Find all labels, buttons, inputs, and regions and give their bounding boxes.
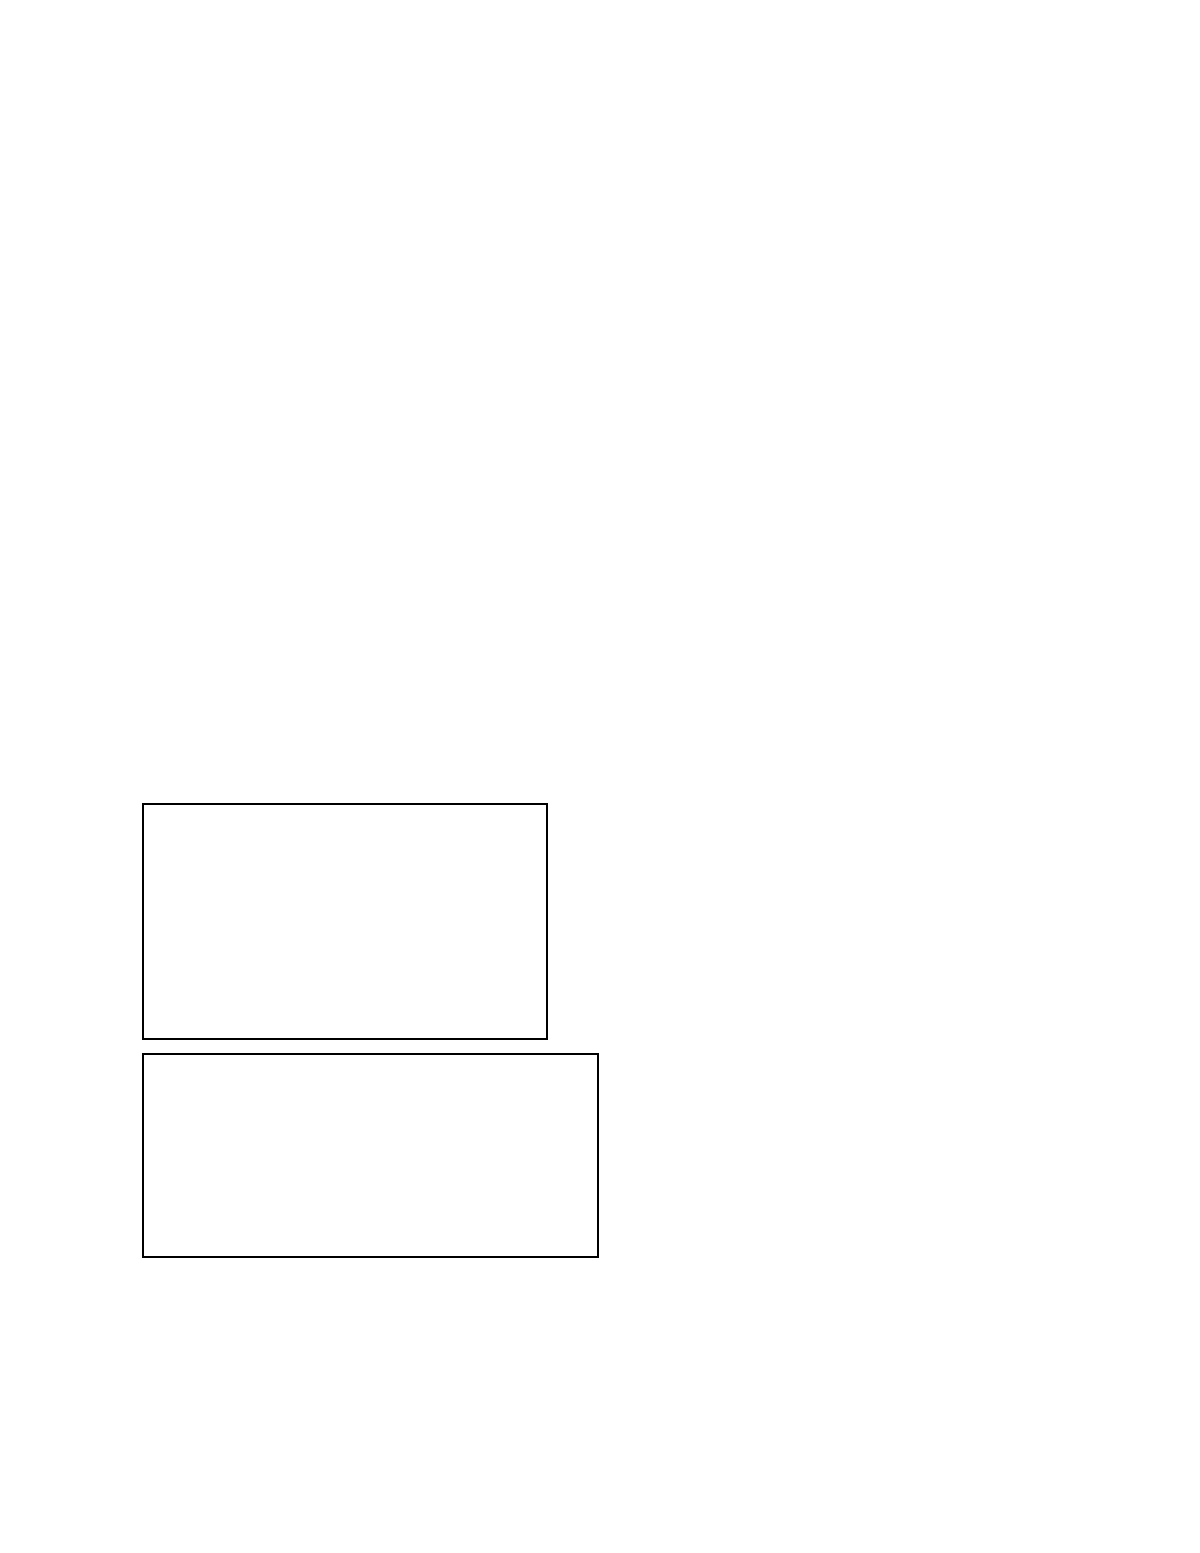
data-table-a: [142, 803, 548, 1040]
data-table-b: [142, 1053, 599, 1258]
